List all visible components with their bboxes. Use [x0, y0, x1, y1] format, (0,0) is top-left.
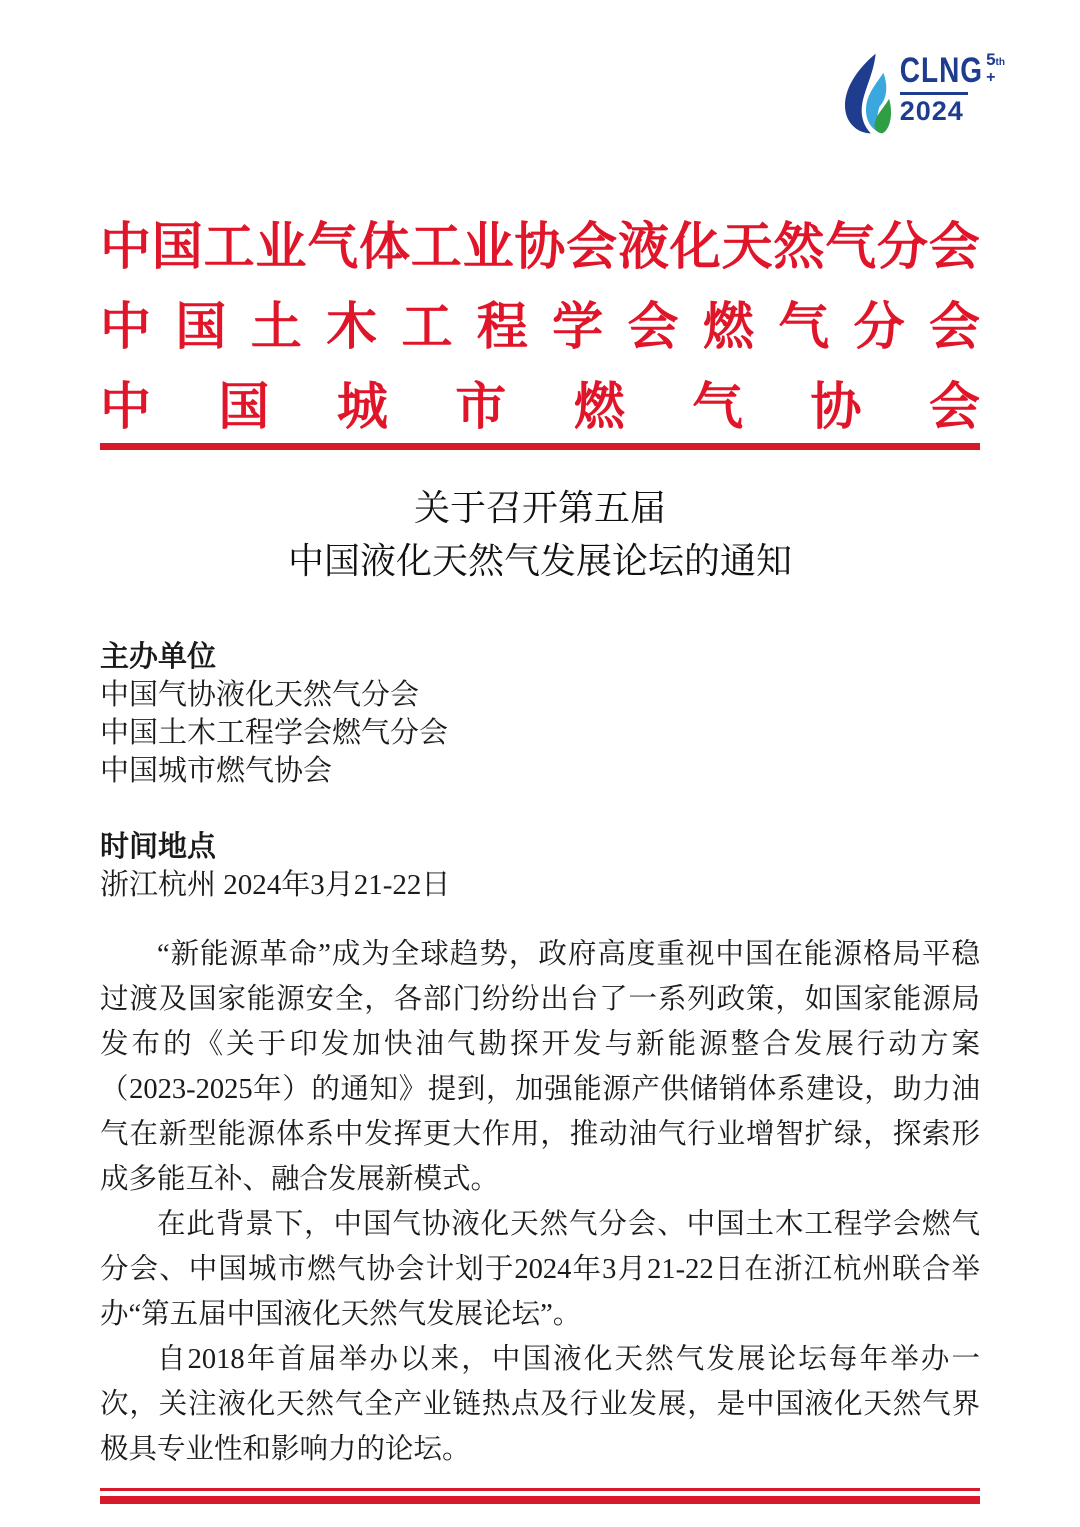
- logo-wordmark: CLNG: [899, 50, 984, 90]
- notice-title: [0, 482, 1080, 588]
- section-time-place: [100, 828, 980, 904]
- logo-edition: [986, 51, 1005, 71]
- time-place-value: 浙江杭州 2024年3月21-22日: [100, 869, 451, 901]
- flame-icon: [844, 53, 892, 135]
- letterhead-line-1: 中 国 工 业 气 体 工 业 协 会 液 化 天 然 气 分 会: [100, 220, 980, 276]
- logo-edition-column: [986, 51, 1005, 85]
- notice-title-line-2: 中国液化天然气发展论坛的通知: [287, 541, 792, 581]
- section-organizers: [100, 638, 980, 790]
- body-paragraph-1: “新能源革命”成为全球趋势，政府高度重视中国在能源格局平稳过渡及国家能源安全，各部门纷纷出台了一系列政策，如国家能源局发布的《关于印发加快油气勘探开发与新能源整合发展行动方案（2023-2025年）的通知》提到，加强能源产供储销体系建设，助力油气在新型能源体系中发挥更大作用，推动油气行业增智扩绿，探索形成多能互补、融合发展新模式。: [100, 939, 980, 1195]
- logo-underline: [900, 92, 968, 95]
- footer-rule-thin: [100, 1488, 980, 1491]
- time-place-heading: 时间地点: [100, 831, 217, 863]
- letterhead: [100, 202, 980, 442]
- body-paragraph-3: 自2018年首届举办以来，中国液化天然气发展论坛每年举办一次，关注液化天然气全产业链热点及行业发展，是中国液化天然气界极具专业性和影响力的论坛。: [100, 1344, 980, 1465]
- footer-rule-thick: [100, 1496, 980, 1504]
- letterhead-rule: [100, 443, 980, 450]
- logo-plus-sign: +: [986, 69, 996, 86]
- letterhead-line-2: 中 国 土 木 工 程 学 会 燃 气 分 会: [100, 300, 980, 356]
- notice-title-line-1: 关于召开第五届: [413, 488, 666, 528]
- organizer-item: 中国气协液化天然气分会: [100, 679, 420, 711]
- logo-edition-suffix: th: [995, 57, 1005, 68]
- clng-2024-logo: [844, 50, 1005, 135]
- logo-year: 2024: [899, 96, 964, 126]
- organizer-item: 中国城市燃气协会: [100, 755, 333, 787]
- logo-edition-number: 5: [986, 50, 996, 69]
- organizer-item: 中国土木工程学会燃气分会: [100, 717, 449, 749]
- logo-text-column: [899, 50, 984, 126]
- body-paragraph-2: 在此背景下，中国气协液化天然气分会、中国土木工程学会燃气分会、中国城市燃气协会计划于2024年3月21-22日在浙江杭州联合举办“第五届中国液化天然气发展论坛”。: [100, 1209, 980, 1330]
- notice-body: [100, 932, 980, 1472]
- organizers-heading: 主办单位: [100, 641, 217, 673]
- letterhead-line-3: 中 国 城 市 燃 气 协 会: [100, 380, 980, 436]
